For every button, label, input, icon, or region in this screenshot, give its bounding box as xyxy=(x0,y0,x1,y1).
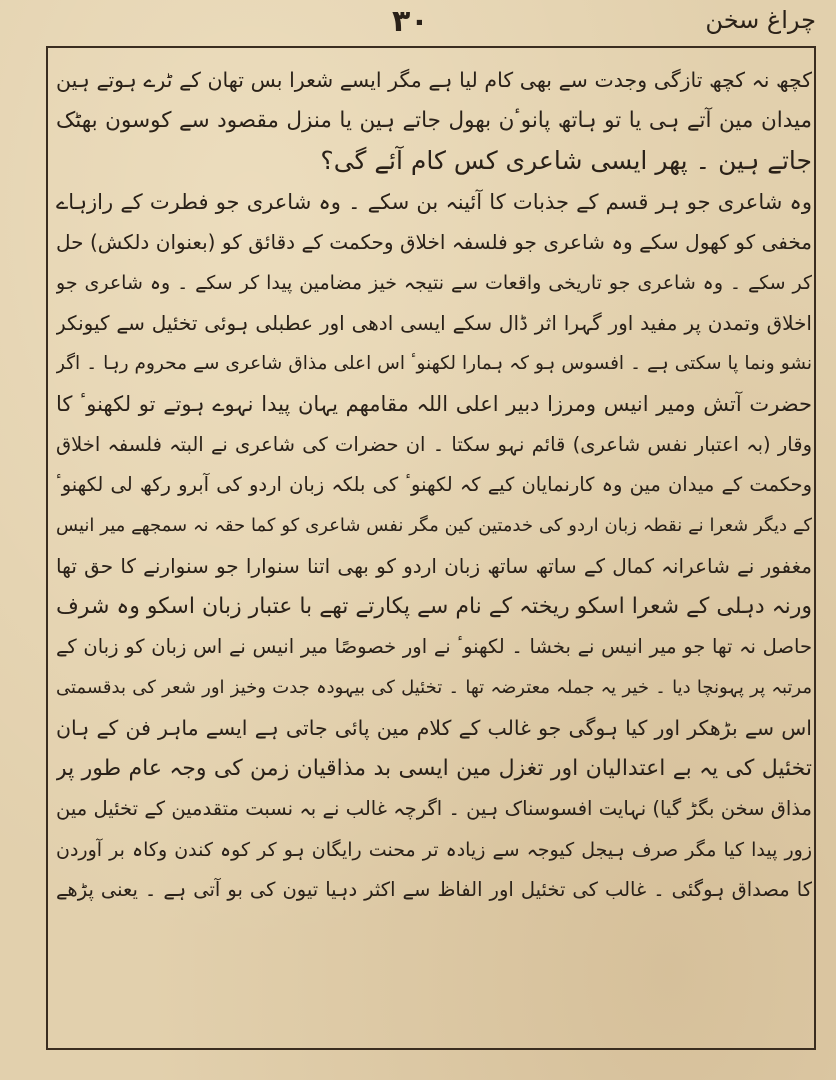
text-line: جاتے ہین ۔ پھر ایسی شاعری کس کام آئے گی؟ xyxy=(320,146,812,175)
text-line: کے دیگر شعرا نے نقطہ زبان اردو کی خدمتین کین مگر نفس شاعری کو کما حقہ نہ سمجھے میر انیس xyxy=(56,514,812,536)
text-line: میدان مین آتے ہی یا تو ہاتھ پانوٴن بھول جاتے ہین یا منزل مقصود سے کوسون بھٹک xyxy=(56,107,812,133)
text-line: مذاق سخن بگڑ گیا) نہایت افسوسناک ہین ۔ اگرچہ غالب نے بہ نسبت متقدمین کے تخئیل مین xyxy=(56,797,812,820)
page-number: ۳۰ xyxy=(392,4,429,39)
text-line: نشو ونما پا سکتی ہے ۔ افسوس ہو کہ ہمارا لکھنوٴ اس اعلی مذاق شاعری سے محروم رہا ۔ اگر xyxy=(56,352,812,374)
text-line: حضرت آتش ومیر انیس ومرزا دبیر اعلی اللہ مقامھم یہان پیدا نہوے ہوتے تو لکھنوٴ کا xyxy=(56,392,812,416)
text-line: حاصل نہ تھا جو میر انیس نے بخشا ۔ لکھنوٴ نے اور خصوصًا میر انیس نے اس زبان کو زبان کے xyxy=(56,635,812,658)
body-text xyxy=(56,60,812,911)
text-line: کر سکے ۔ وہ شاعری جو تاریخی واقعات سے نتیجہ خیز مضامین پیدا کر سکے ۔ وہ شاعری جو xyxy=(56,271,812,294)
page-header xyxy=(0,0,836,44)
text-line: وحکمت کے میدان مین وہ کارنمایان کیے کہ لکھنوٴ کی بلکہ زبان اردو کی آبرو رکھ لی لکھنوٴ xyxy=(56,473,812,496)
text-line: مخفی کو کھول سکے وہ شاعری جو فلسفہ اخلاق وحکمت کے دقائق کو (بعنوان دلکش) حل xyxy=(56,230,812,254)
text-line: اخلاق وتمدن پر مفید اور گہرا اثر ڈال سکے ایسی ادھی اور عطبلی ہوئی تخئیل سے کیونکر xyxy=(56,311,812,335)
text-line: تخئیل کی یہ بے اعتدالیان اور تغزل مین ایسی بد مذاقیان زمن کی وجہ عام طور پر xyxy=(56,755,812,781)
text-line: ورنہ دہلی کے شعرا اسکو ریختہ کے نام سے پکارتے تھے با عتبار زبان اسکو وہ شرف xyxy=(56,593,812,619)
text-line: مغفور نے شاعرانہ کمال کے ساتھ ساتھ زبان اردو کو بھی اتنا سنوارا جو سنوارنے کا حق تھا xyxy=(56,554,812,578)
running-title: چراغ سخن xyxy=(705,6,816,34)
text-line: کچھ نہ کچھ تازگی وجدت سے بھی کام لیا ہے مگر ایسے شعرا بس تھان کے ٹرے ہوتے ہین xyxy=(56,68,812,92)
text-line: زور پیدا کیا مگر صرف ہیجل کیوجہ سے زیادہ تر محنت رایگان ہو کر کوہ کندن وکاہ بر آوردن xyxy=(56,838,812,861)
text-line: کا مصداق ہوگئی ۔ غالب کی تخئیل اور الفاظ سے اکثر دہیا تیون کی بو آتی ہے ۔ یعنی پڑھے xyxy=(56,878,812,901)
text-line: وہ شاعری جو ہر قسم کے جذبات کا آئینہ بن سکے ۔ وہ شاعری جو فطرت کے رازہاے xyxy=(56,189,812,214)
text-line: مرتبہ پر پہونچا دیا ۔ خیر یہ جملہ معترضہ تھا ۔ تخئیل کی بیہودہ جدت وخیز اور شعر کی بدقسمتی xyxy=(56,676,812,698)
text-line: اس سے بڑھکر اور کیا ہوگی جو غالب کے کلام مین پائی جاتی ہے ایسے ماہر فن کے ہان xyxy=(56,716,812,740)
text-line: وقار (بہ اعتبار نفس شاعری) قائم نہو سکتا ۔ ان حضرات کی شاعری نے البتہ فلسفہ اخلاق xyxy=(56,432,812,456)
